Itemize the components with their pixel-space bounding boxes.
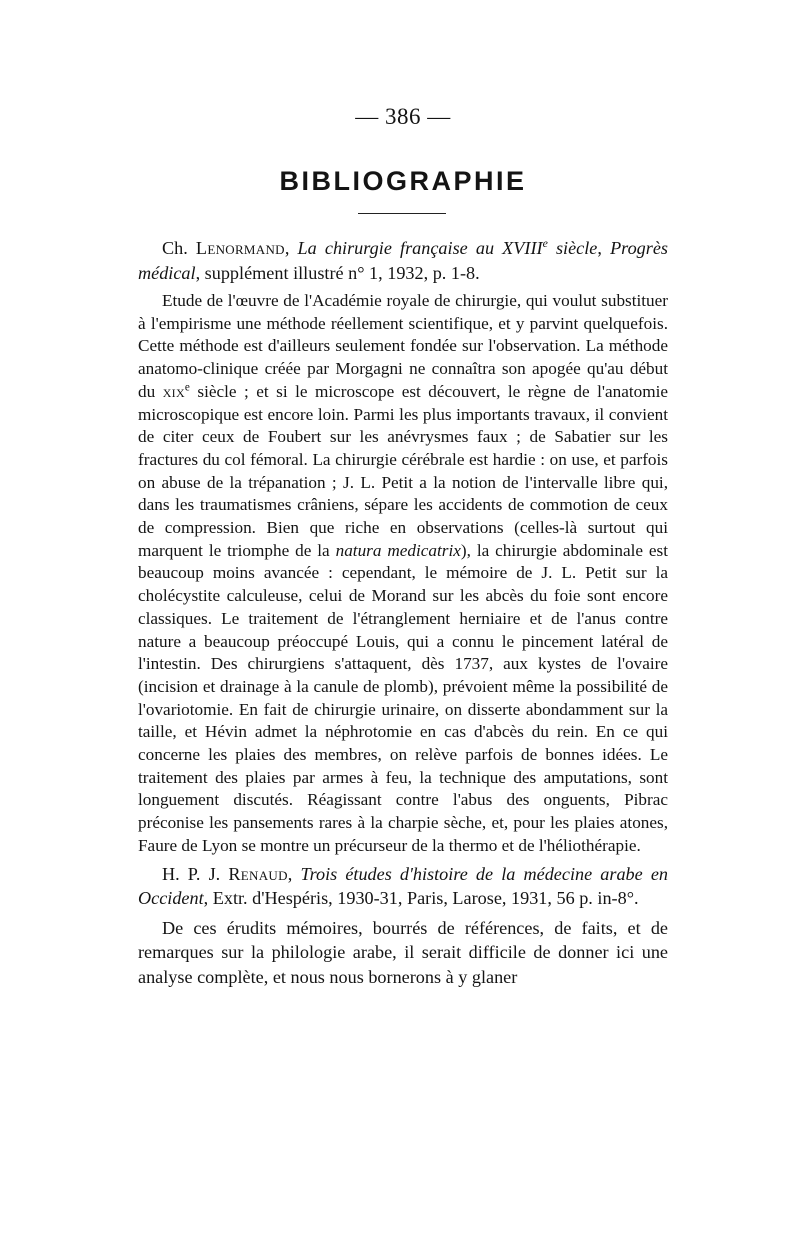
citation-title-superscript: e <box>542 235 548 250</box>
citation-renaud <box>138 862 668 911</box>
review-text-part: Etude de l'œuvre de l'Académie royale de chirurgie, qui voulut substituer à l'empirisme une méthode réellement scientifique, et y parvint quelquefois. Cette méthode est d'ailleurs seulement fondée sur l'observation. La méthode anatomo-clinique créée par Morgagni ne connaîtra son apogée qu'au début du <box>138 291 668 401</box>
review-renaud: De ces érudits mémoires, bourrés de références, de faits, et de remarques sur la philologie arabe, il serait difficile de donner ici une analyse complète, et nous nous bornerons à y glaner <box>138 917 668 987</box>
body-text <box>138 236 668 994</box>
section-heading: BIBLIOGRAPHIE <box>279 166 527 196</box>
review-text-part: ), la chirurgie abdominale est beaucoup moins avancée : cependant, le mémoire de J. L. Petit sur la cholécystite calculeuse, celui de Morand sur les abcès du foie sont encore classiques. Le traitement de l'étranglement herniaire et de l'anus contre nature a beaucoup préoccupé Louis, qui a connu le pincement latéral de l'intestin. Des chirurgiens s'attaquent, dès 1737, aux kystes de l'ovaire (incision et drainage à la canule de plomb), prévoient même la possibilité de l'ovariotomie. En fait de chirurgie urinaire, on disserte abondamment sur la taille, et Hévin admet la néphrotomie en cas d'abcès du rein. En ce qui concerne les plaies des membres, on relève parfois de bonnes idées. Le traitement des plaies par armes à feu, la technique des amputations, sont longuement discutés. Réagissant contre l'abus des onguents, Pibrac préconise les pansements rares à la charpie sèche, et, pour les plaies atones, Faure de Lyon se montre un précurseur de la thermo et de l'héliothérapie. <box>138 540 668 855</box>
citation-author-name: Renaud <box>228 863 288 884</box>
review-lenormand <box>138 290 668 858</box>
citation-details: , supplément illustré n° 1, 1932, p. 1-8. <box>195 262 480 283</box>
citation-details: , Extr. d'Hespéris, 1930-31, Paris, Larose, 1931, 56 p. in-8°. <box>203 888 639 909</box>
citation-title-end: siècle <box>547 238 598 258</box>
citation-separator: , <box>284 238 298 258</box>
citation-author-name: Lenormand <box>195 238 285 258</box>
citation-title-text: La chirurgie française au XVIII <box>297 238 543 258</box>
citation-title <box>297 235 598 258</box>
document-page <box>138 0 668 1257</box>
review-century: xix <box>162 381 185 401</box>
citation-lenormand <box>138 236 668 285</box>
review-century-superscript: e <box>184 381 190 394</box>
citation-separator: , <box>597 238 611 258</box>
review-text-part: siècle ; et si le microscope est découvert, le règne de l'anatomie microscopique est encore loin. Parmi les plus importants travaux, il convient de citer ceux de Foubert sur les anévrysmes faux ; de Sabatier sur les fractures du col fémoral. La chirurgie cérébrale est hardie : on use, et parfois on abuse de la trépanation ; J. L. Petit a la notion de l'intervalle libre qui, dans les traumatismes crâniens, sépare les accidents de commotion de ceux de compression. Bien que riche en observations (celles-là surtout qui marquent le triomphe de la <box>138 381 668 560</box>
review-latin-phrase: natura medicatrix <box>335 540 461 560</box>
citation-separator: , <box>287 863 301 884</box>
heading-rule <box>358 213 446 214</box>
citation-author-initial: Ch. <box>162 238 196 258</box>
citation-journal: Progrès médical <box>138 238 668 283</box>
citation-title: Trois études d'histoire de la médecine arabe en Occident <box>138 863 669 909</box>
page-number: — 386 — <box>355 104 451 129</box>
citation-author-initial: H. P. J. <box>162 863 229 884</box>
